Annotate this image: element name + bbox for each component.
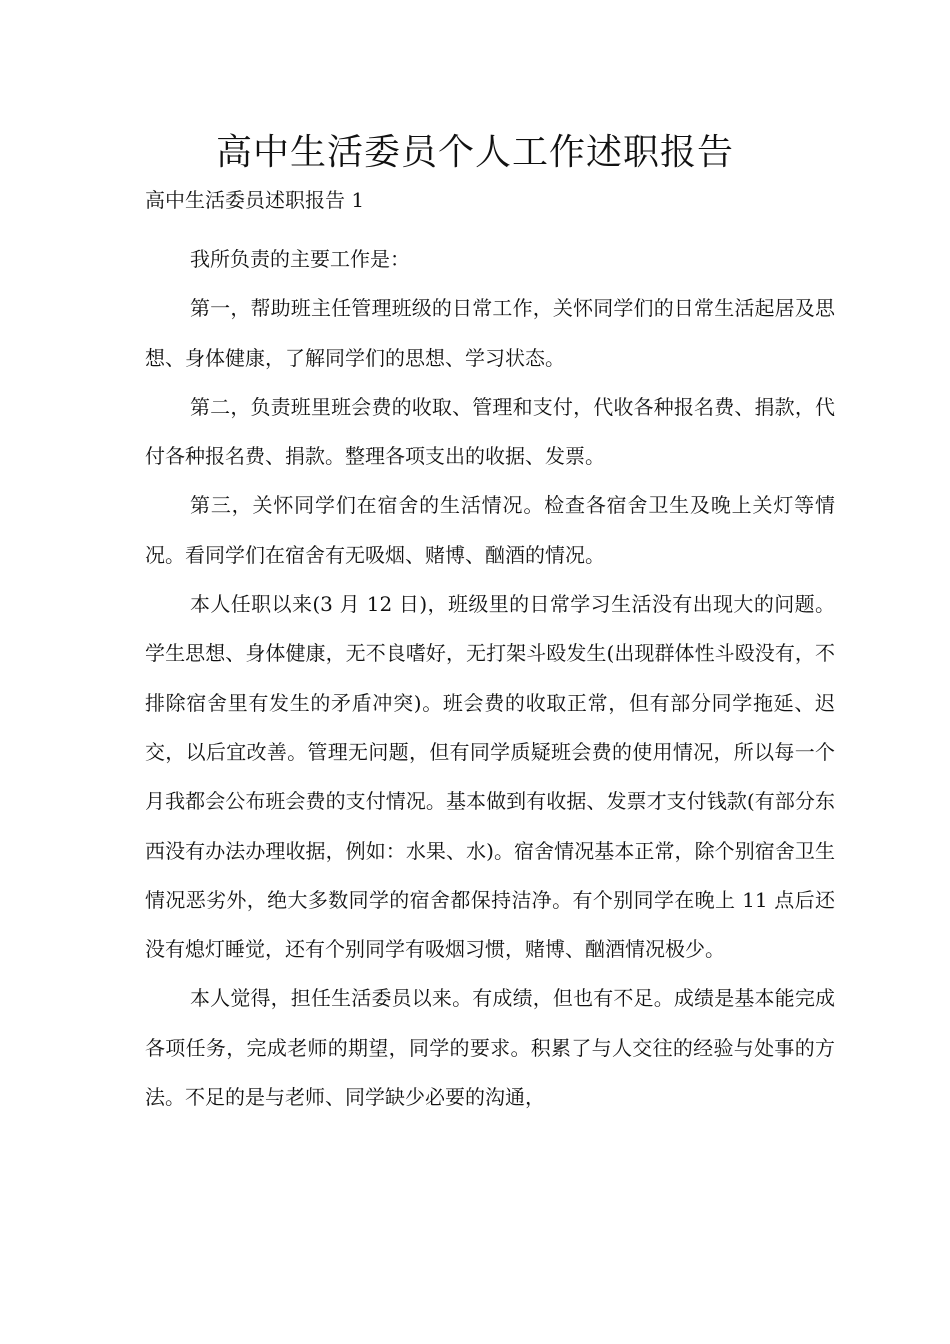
paragraph-duty-3: 第三，关怀同学们在宿舍的生活情况。检查各宿舍卫生及晚上关灯等情况。看同学们在宿舍有无吸烟、赌博、酗酒的情况。 [145, 493, 835, 567]
paragraph-duty-1: 第一，帮助班主任管理班级的日常工作，关怀同学们的日常生活起居及思想、身体健康，了解同学们的思想、学习状态。 [145, 296, 835, 370]
paragraph-intro: 我所负责的主要工作是： [190, 247, 410, 271]
paragraph-reflection: 本人觉得，担任生活委员以来。有成绩，但也有不足。成绩是基本能完成各项任务，完成老师的期望，同学的要求。积累了与人交往的经验与处事的方法。不足的是与老师、同学缺少必要的沟通， [145, 986, 835, 1110]
document-subtitle: 高中生活委员述职报告 1 [145, 188, 365, 212]
paragraph-duty-2: 第二，负责班里班会费的收取、管理和支付，代收各种报名费、捐款，代付各种报名费、捐款。整理各项支出的收据、发票。 [145, 394, 835, 469]
paragraph-summary: 本人任职以来(3 月 12 日)，班级里的日常学习生活没有出现大的问题。学生思想、身体健康，无不良嗜好，无打架斗殴发生(出现群体性斗殴没有，不排除宿舍里有发生的矛盾冲突)。班会费的收取正常，但有部分同学拖延、迟交，以后宜改善。管理无问题，但有同学质疑班会费的使用情况，所以每一个月我都会公布班会费的支付情况。基本做到有收据、发票才支付钱款(有部分东西没有办法办理收据，例如：水果、水)。宿舍情况基本正常，除个别宿舍卫生情况恶劣外，绝大多数同学的宿舍都保持洁净。有个别同学在晚上 11 点后还没有熄灯睡觉，还有个别同学有吸烟习惯，赌博、酗酒情况极少。 [145, 592, 835, 962]
document-title: 高中生活委员个人工作述职报告 [215, 132, 734, 173]
document-body [145, 235, 835, 1122]
